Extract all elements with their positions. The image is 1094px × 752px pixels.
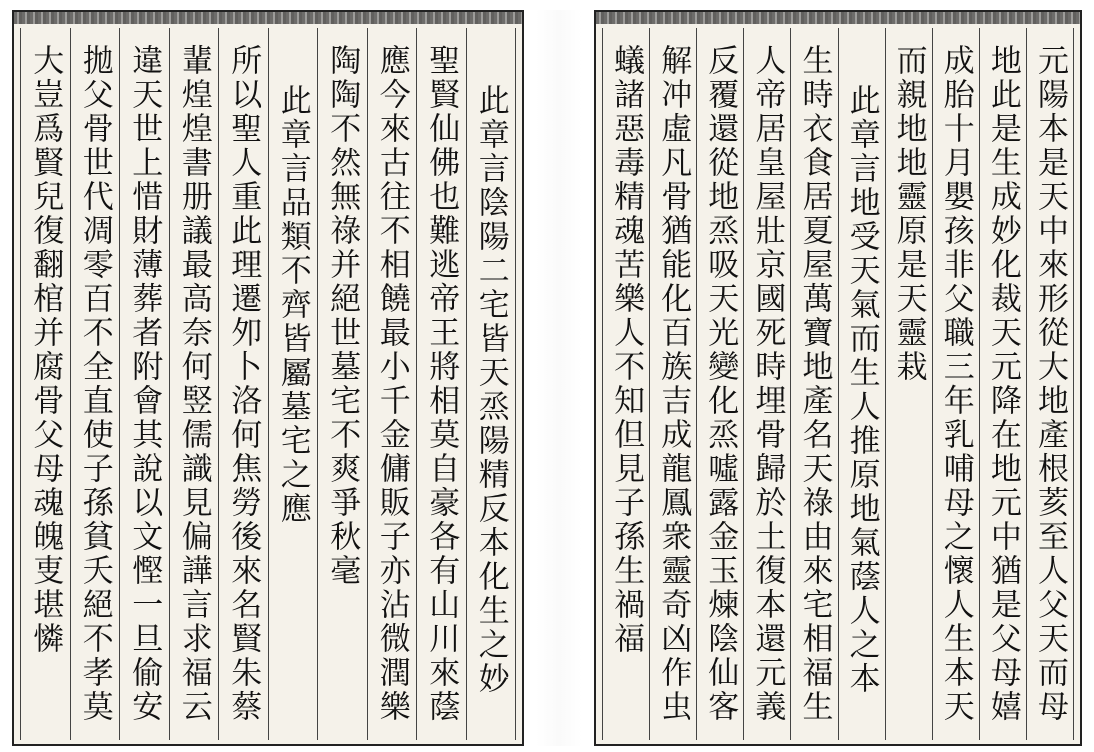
- text-column: [119, 28, 169, 740]
- column-text: 所以聖人重此理遷夘卜洛何焦勞後來名賢朱蔡: [225, 44, 262, 724]
- text-column: [979, 28, 1026, 740]
- text-column: [70, 28, 120, 740]
- column-text: 而親地地靈原是天靈栽: [890, 44, 927, 384]
- text-column: [1026, 28, 1074, 740]
- column-text: 成胎十月嬰孩非父職三年乳哺母之懷人生本天: [937, 44, 974, 724]
- column-text: 地此是生成妙化裁天元降在地元中猶是父母嬉: [984, 44, 1021, 724]
- text-column: [602, 28, 649, 740]
- text-column: [169, 28, 219, 740]
- text-column: [743, 28, 790, 740]
- text-column: [218, 28, 268, 740]
- right-page: [594, 10, 1082, 746]
- column-text: 陶陶不然無祿并絕世墓宅不爽爭秋毫: [324, 44, 361, 588]
- text-column: [790, 28, 837, 740]
- text-column: [885, 28, 932, 740]
- column-text: 此章言陰陽二宅皆天烝陽精反本化生之妙: [472, 84, 509, 696]
- column-text: 生時衣食居夏屋萬寶地產名天祿由來宅相福生: [796, 44, 833, 724]
- column-text: 此章言地受天氣而生人推原地氣蔭人之本: [843, 84, 880, 696]
- column-text: 反覆還從地烝吸天光變化烝噓露金玉煉陰仙客: [702, 44, 739, 724]
- column-text: 元陽本是天中來形從大地產根荄至人父天而母: [1031, 44, 1068, 724]
- column-text: 違天世上惜財薄葬者附會其說以文慳一旦偷安: [126, 44, 163, 724]
- column-text: 大豈爲賢兒復翻棺并腐骨父母魂魄叓堪憐: [27, 44, 64, 656]
- text-column: [416, 28, 466, 740]
- text-column: [932, 28, 979, 740]
- book-gutter: [536, 10, 582, 746]
- left-page-columns: [20, 28, 516, 740]
- column-text: 輩煌煌書册議最高奈何竪儒識見偏譁言求福云: [175, 44, 212, 724]
- column-text: 解冲虛凡骨猶能化百族吉成龍鳳衆靈奇凶作虫: [655, 44, 692, 724]
- right-page-columns: [602, 28, 1074, 740]
- column-text: 應今來古往不相饒最小千金傭販子亦沾微潤樂: [373, 44, 410, 724]
- text-column: [367, 28, 417, 740]
- column-text: 聖賢仙佛也難逃帝王將相莫自豪各有山川來蔭: [423, 44, 460, 724]
- text-column: [268, 28, 318, 740]
- left-page: [12, 10, 524, 746]
- text-column: [838, 28, 885, 740]
- column-text: 此章言品類不齊皆屬墓宅之應: [274, 84, 311, 526]
- column-text: 蟻諸惡毒精魂苦樂人不知但見子孫生禍福: [608, 44, 645, 656]
- text-column: [20, 28, 70, 740]
- column-text: 拋父骨世代凋零百不全直使子孫貧夭絕不孝莫: [76, 44, 113, 724]
- text-column: [696, 28, 743, 740]
- column-text: 人帝居皇屋壯京國死時埋骨歸於土復本還元義: [749, 44, 786, 724]
- text-column: [466, 28, 517, 740]
- text-column: [649, 28, 696, 740]
- text-column: [317, 28, 367, 740]
